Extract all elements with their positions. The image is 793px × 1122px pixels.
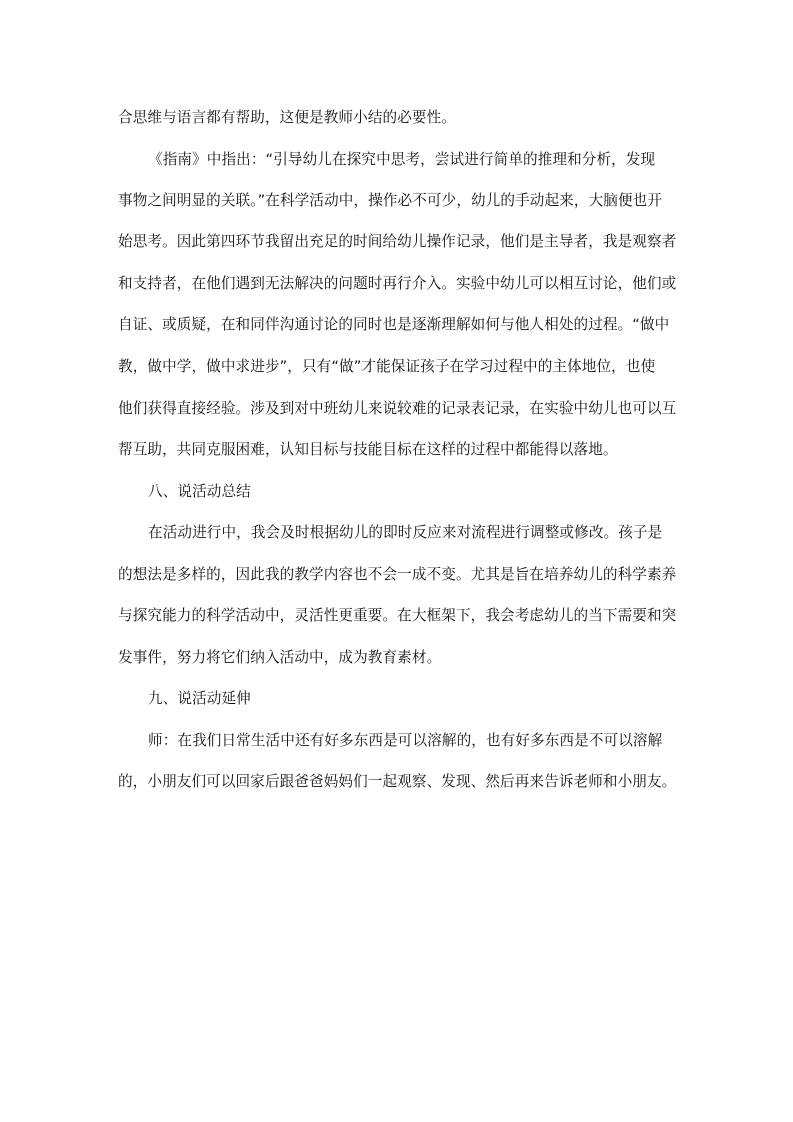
text-line: 《指南》中指出：“引导幼儿在探究中思考，尝试进行简单的推理和分析，发现: [148, 151, 656, 168]
text-line: 教，做中学，做中求进步”，只有“做”才能保证孩子在学习过程中的主体地位，也使: [118, 358, 656, 375]
text-line: 与探究能力的科学活动中，灵活性更重要。在大框架下，我会考虑幼儿的当下需要和突: [118, 607, 677, 624]
text-line: 始思考。因此第四环节我留出充足的时间给幼儿操作记录，他们是主导者，我是观察者: [118, 233, 677, 250]
text-line: 的想法是多样的，因此我的教学内容也不会一成不变。尤其是旨在培养幼儿的科学素养: [118, 566, 677, 583]
text-line: 自证、或质疑，在和同伴沟通讨论的同时也是逐渐理解如何与他人相处的过程。“做中: [118, 316, 670, 333]
text-line: 师：在我们日常生活中还有好多东西是可以溶解的，也有好多东西是不可以溶解: [148, 732, 663, 749]
text-line: 发事件，努力将它们纳入活动中，成为教育素材。: [118, 649, 442, 666]
text-line: 的，小朋友们可以回家后跟爸爸妈妈们一起观察、发现、然后再来告诉老师和小朋友。: [118, 773, 677, 790]
text-line: 事物之间明显的关联。”在科学活动中，操作必不可少，幼儿的手动起来，大脑便也开: [118, 192, 663, 209]
text-line: 和支持者，在他们遇到无法解决的问题时再行介入。实验中幼儿可以相互讨论，他们或: [118, 275, 677, 292]
section-heading: 八、说活动总结: [148, 483, 251, 500]
text-line: 帮互助，共同克服困难，认知目标与技能目标在这样的过程中都能得以落地。: [118, 441, 618, 458]
section-heading: 九、说活动延伸: [148, 690, 251, 707]
text-line: 在活动进行中，我会及时根据幼儿的即时反应来对流程进行调整或修改。孩子是: [148, 524, 663, 541]
text-line: 他们获得直接经验。涉及到对中班幼儿来说较难的记录表记录，在实验中幼儿也可以互: [118, 400, 677, 417]
text-line: 合思维与语言都有帮助，这便是教师小结的必要性。: [118, 109, 456, 126]
